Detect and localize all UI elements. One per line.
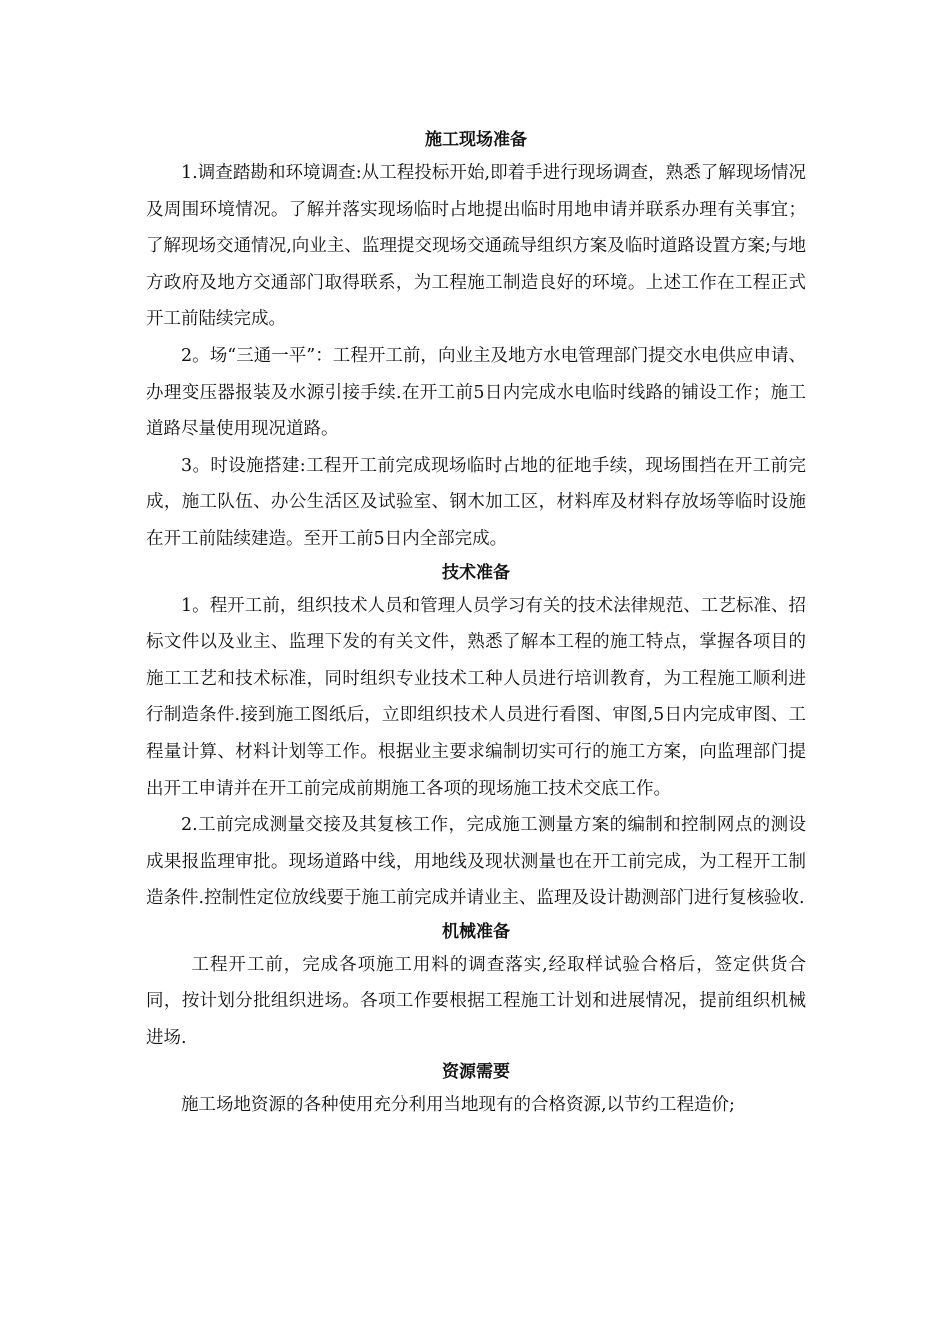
paragraph-site-survey: 1.调查踏勘和环境调查:从工程投标开始,即着手进行现场调查，熟悉了解现场情况及周围环境情况。了解并落实现场临时占地提出临时用地申请并联系办理有关事宜；了解现场交通情况,向业主、监理提交现场交通疏导组织方案及临时道路设置方案;与地方政府及地方交通部门取得联系，为工程施工制造良好的环境。上述工作在工程正式开工前陆续完成。 [146, 163, 806, 330]
section-heading-technical-prep: 技术准备 [442, 562, 510, 583]
section-heading-resources: 资源需要 [442, 1061, 510, 1082]
paragraph-machinery: 工程开工前，完成各项施工用料的调查落实,经取样试验合格后，签定供货合同，按计划分批组织进场。各项工作要根据工程施工计划和进展情况，提前组织机械进场. [146, 954, 806, 1049]
paragraph-technical-training: 1。程开工前，组织技术人员和管理人员学习有关的技术法律规范、工艺标准、招标文件以及业主、监理下发的有关文件，熟悉了解本工程的施工特点，掌握各项目的施工工艺和技术标准，同时组织专业技术工种人员进行培训教育，为工程施工顺利进行制造条件.接到施工图纸后，立即组织技术人员进行看图、审图,5日内完成审图、工程量计算、材料计划等工作。根据业主要求编制切实可行的施工方案，向监理部门提出开工申请并在开工前完成前期施工各项的现场施工技术交底工作。 [146, 595, 806, 799]
paragraph-resources: 施工场地资源的各种使用充分利用当地现有的合格资源,以节约工程造价; [181, 1094, 735, 1115]
section-heading-machinery-prep: 机械准备 [442, 921, 510, 942]
document-body [146, 125, 806, 1123]
paragraph-temporary-facilities: 3。时设施搭建:工程开工前完成现场临时占地的征地手续，现场围挡在开工前完成，施工队伍、办公生活区及试验室、钢木加工区，材料库及材料存放场等临时设施在开工前陆续建造。至开工前5日内全部完成。 [146, 455, 806, 549]
paragraph-survey-handover: 2.工前完成测量交接及其复核工作，完成施工测量方案的编制和控制网点的测设成果报监理审批。现场道路中线，用地线及现状测量也在开工前完成，为工程开工制造条件.控制性定位放线要于施工前完成并请业主、监理及设计勘测部门进行复核验收. [146, 815, 806, 909]
section-heading-site-prep: 施工现场准备 [425, 130, 527, 150]
paragraph-utilities: 2。场“三通一平”：工程开工前，向业主及地方水电管理部门提交水电供应申请、办理变压器报装及水源引接手续.在开工前5日内完成水电临时线路的铺设工作；施工道路尽量使用现况道路。 [146, 345, 806, 440]
